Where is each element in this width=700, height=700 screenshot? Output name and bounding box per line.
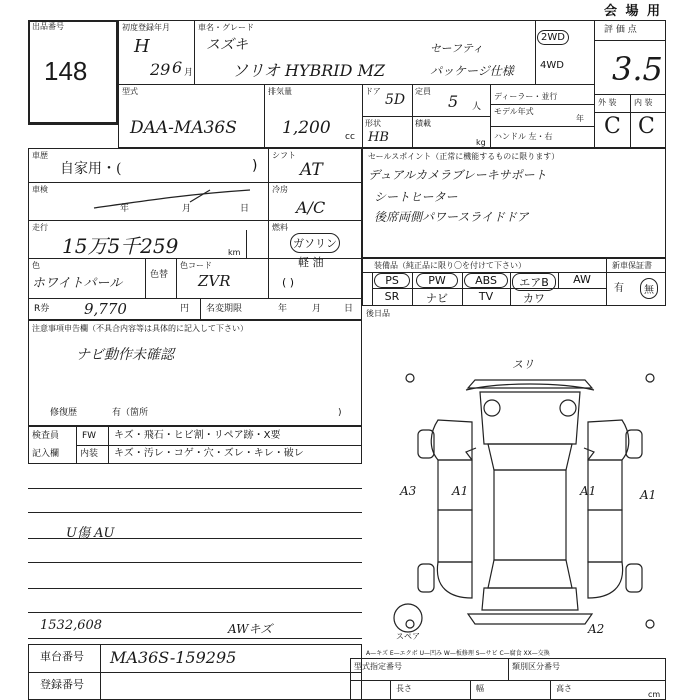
selling-line-2: シートヒーター	[374, 190, 458, 204]
fuel-diesel: 軽 油	[298, 256, 324, 269]
grade-note: セーフティ	[430, 42, 484, 55]
capacity: 5	[448, 92, 459, 111]
comment-1: U傷 AU	[66, 526, 115, 541]
recycle-label: R券	[34, 304, 50, 314]
equip-sr: SR	[384, 290, 400, 303]
car-damage-diagram	[380, 352, 670, 652]
form-label: 型式指定番号	[354, 662, 402, 671]
inspection-day: 日	[240, 204, 250, 214]
notes-box	[28, 320, 362, 426]
new-car-label: 新車保証書	[612, 261, 652, 270]
venue-label: 会 場 用	[604, 4, 663, 19]
equip-aw: AW	[573, 273, 591, 286]
model-code-label: 型式	[122, 87, 138, 96]
interior-items: キズ・汚レ・コゲ・穴・ズレ・キレ・破レ	[114, 448, 304, 459]
inspection-year: 年	[120, 204, 130, 214]
km-unit: km	[228, 248, 241, 257]
doors: 5D	[385, 92, 406, 108]
load-unit: kg	[476, 138, 486, 147]
capacity-unit: 人	[472, 102, 482, 112]
warranty-has: 有	[614, 283, 624, 294]
fuel-paren: ( )	[282, 276, 295, 289]
score-label: 評 価 点	[604, 25, 637, 35]
height-label: 高さ	[556, 684, 572, 693]
selling-line-3: 後席両側パワースライドドア	[374, 210, 529, 224]
inspector-label: 検査員	[32, 431, 60, 441]
shape-label: 形状	[365, 119, 381, 128]
inspection-month: 月	[182, 204, 192, 214]
notes-label: 注意事項申告欄（不具合内容等は具体的に記入して下さい）	[32, 324, 248, 333]
ac-value: A/C	[296, 198, 326, 217]
comment-2: 1532,608	[40, 618, 103, 633]
class-label: 類別区分番号	[512, 662, 560, 671]
first-reg-month-unit: 月	[184, 68, 194, 78]
orig-color-label: 色替	[150, 270, 169, 280]
repair-value: 有（箇所	[112, 408, 149, 418]
mileage-value: 15万5千259	[62, 234, 179, 258]
displacement-label: 排気量	[268, 87, 292, 96]
diagram-bottom-right: A2	[588, 622, 605, 636]
equip-tv: TV	[478, 290, 494, 303]
grade-note2: パッケージ仕様	[430, 64, 514, 78]
dealer-label: ディーラー・並行	[494, 92, 558, 101]
displacement: 1,200	[282, 118, 331, 138]
equip-navi: ナビ	[426, 292, 448, 305]
equip-abs: ABS	[464, 273, 508, 288]
doors-label: ドア	[365, 87, 381, 96]
diagram-left-label: A1	[452, 484, 469, 498]
usage-value: 自家用・(	[60, 161, 122, 177]
cc-unit: cc	[345, 132, 355, 142]
fw-items: キズ・飛石・ヒビ割・リペア跡・X要	[114, 430, 281, 441]
capacity-label: 定員	[415, 87, 431, 96]
inspection-strike	[90, 186, 260, 214]
score: 3.5	[612, 50, 663, 88]
chassis-value: MA36S-159295	[110, 648, 237, 667]
shift-label: シフト	[272, 151, 296, 160]
name-change-year: 年	[278, 304, 288, 314]
comment-3: AWキズ	[228, 622, 273, 636]
selling-line-1: デュアルカメラブレーキサポート	[368, 168, 547, 182]
exterior-label: 外 装	[598, 98, 617, 107]
exterior-grade: C	[604, 114, 621, 139]
notes-text: ナビ動作未確認	[76, 347, 174, 363]
warranty-none: 無	[640, 278, 658, 299]
width-label: 幅	[476, 684, 484, 693]
repair-label: 修復歴	[50, 408, 78, 418]
mileage-label: 走行	[32, 223, 48, 232]
repair-close: )	[338, 408, 342, 418]
diagram-top-label: スリ	[512, 358, 534, 371]
fw-label: FW	[82, 431, 97, 441]
drive-2wd: 2WD	[537, 30, 569, 45]
fuel-label: 燃料	[272, 223, 288, 232]
maker: スズキ	[206, 37, 248, 53]
usage-label: 車歴	[32, 151, 48, 160]
diagram-right-outer: A1	[640, 488, 657, 502]
diagram-right-label: A1	[580, 484, 597, 498]
equipment-label: 装備品（純正品に限り〇を付けて下さい）	[374, 261, 526, 270]
damage-legend: A—キズ E—エクボ U—凹み W—板修理 S—サビ C—腐食 XX—交換	[366, 650, 550, 657]
lot-number-label: 出品番号	[32, 22, 64, 31]
inspection-label: 車検	[32, 185, 48, 194]
equip-ps: PS	[374, 273, 410, 288]
shift-value: AT	[300, 160, 323, 180]
maker-grade-label: 車名・グレード	[198, 23, 254, 32]
yen-unit: 円	[180, 304, 190, 314]
model-code: DAA-MA36S	[130, 118, 237, 138]
model-year-label: モデル年式	[494, 107, 534, 116]
model-year-unit: 年	[576, 114, 584, 123]
length-label: 長さ	[396, 684, 412, 693]
diagram-spare-label: スペア	[396, 632, 420, 641]
interior-label: 内 装	[634, 98, 653, 107]
color-value: ホワイトパール	[32, 276, 123, 291]
ac-label: 冷房	[272, 185, 288, 194]
color-label: 色	[32, 261, 40, 270]
lot-number: 148	[44, 56, 88, 86]
usage-close: )	[252, 158, 258, 174]
shape: HB	[368, 130, 389, 145]
load-label: 積載	[415, 119, 431, 128]
recycle-value: 9,770	[84, 300, 127, 318]
handle-label: ハンドル 左・右	[494, 132, 553, 141]
diagram-left-outer: A3	[400, 484, 417, 498]
name-change-day: 日	[344, 304, 354, 314]
name-change-month: 月	[312, 304, 322, 314]
equip-pw: PW	[416, 273, 458, 288]
selling-label: セールスポイント（正常に機能するものに限ります）	[368, 152, 560, 161]
first-reg-year: 29	[150, 60, 171, 79]
entry-label: 記入欄	[32, 449, 60, 459]
interior-grade: C	[638, 114, 655, 139]
interior-check-label: 内装	[80, 449, 99, 459]
color-code: ZVR	[198, 272, 231, 290]
after-label: 後日品	[366, 309, 390, 318]
fuel-gas: ガソリン	[290, 233, 340, 253]
first-reg-label: 初度登録年月	[122, 23, 170, 32]
color-code-label: 色コード	[180, 261, 212, 270]
equip-airbag: エアB	[512, 273, 556, 291]
cm-unit: cm	[648, 690, 661, 699]
name-change-label: 名変期限	[206, 304, 243, 314]
equip-leather: カワ	[523, 292, 545, 305]
reg-label: 登録番号	[40, 678, 84, 691]
drive-4wd: 4WD	[540, 60, 564, 71]
model-grade: ソリオ HYBRID MZ	[232, 61, 385, 80]
chassis-label: 車台番号	[40, 650, 84, 663]
first-reg-month: 6	[172, 58, 183, 77]
first-reg-era: H	[134, 36, 150, 57]
